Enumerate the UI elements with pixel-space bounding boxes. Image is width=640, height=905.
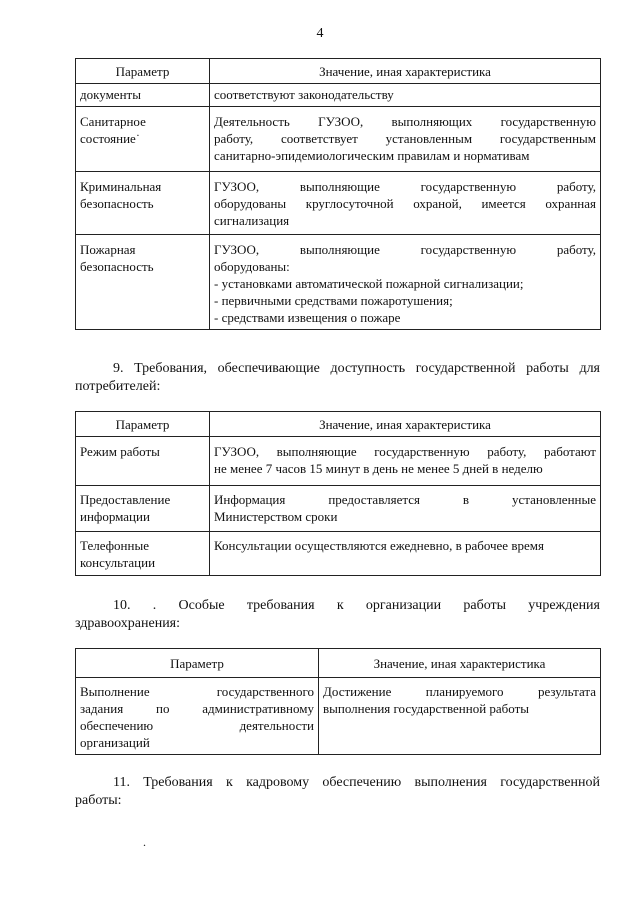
value-cell: Деятельность ГУЗОО, выполняющих государственную работу, соответствует установленным государственным санитарно-эпидемиологическим правилам и нормативам	[210, 107, 601, 172]
table-header-row	[76, 649, 601, 678]
table-row	[76, 486, 601, 532]
value-cell: Достижение планируемого результата выполнения государственной работы	[319, 678, 601, 755]
value-cell: Информация предоставляется в установленные Министерством сроки	[210, 486, 601, 532]
stray-mark: .	[143, 835, 146, 849]
special-requirements-table	[75, 648, 601, 755]
accessibility-table	[75, 411, 601, 576]
param-cell: Криминальная безопасность	[76, 172, 210, 235]
table-row	[76, 107, 601, 172]
param-cell: Выполнение государственного задания по административному обеспечению деятельности организаций	[76, 678, 319, 755]
value-cell: соответствуют законодательству	[210, 84, 601, 107]
param-cell: Санитарное состояние˙	[76, 107, 210, 172]
table-row	[76, 235, 601, 330]
param-cell: Режим работы	[76, 437, 210, 486]
column-header-value: Значение, иная характеристика	[319, 649, 601, 678]
conditions-table	[75, 58, 601, 330]
value-cell: ГУЗОО, выполняющие государственную работу, оборудованы: - установками автоматической пожарной сигнализации; - первичными средствами пожаротушения; - средствами извещения о пожаре	[210, 235, 601, 330]
table-row	[76, 84, 601, 107]
table-header-row	[76, 412, 601, 437]
value-cell: Консультации осуществляются ежедневно, в рабочее время	[210, 532, 601, 576]
param-cell: Предоставление информации	[76, 486, 210, 532]
table-row	[76, 532, 601, 576]
table-header-row	[76, 59, 601, 84]
table-row	[76, 172, 601, 235]
param-cell: Пожарная безопасность	[76, 235, 210, 330]
section-9-heading: 9. Требования, обеспечивающие доступность государственной работы для потребителей:	[75, 361, 600, 394]
column-header-value: Значение, иная характеристика	[210, 59, 601, 84]
page-number: 4	[316, 26, 324, 41]
table-row	[76, 678, 601, 755]
section-11-heading: 11. Требования к кадровому обеспечению выполнения государственной работы:	[75, 775, 600, 808]
param-cell: документы	[76, 84, 210, 107]
column-header-parameter: Параметр	[76, 649, 319, 678]
column-header-value: Значение, иная характеристика	[210, 412, 601, 437]
column-header-parameter: Параметр	[76, 412, 210, 437]
value-cell: ГУЗОО, выполняющие государственную работу, работают не менее 7 часов 15 минут в день не менее 5 дней в неделю	[210, 437, 601, 486]
section-10-heading: 10. . Особые требования к организации работы учреждения здравоохранения:	[75, 598, 600, 631]
column-header-parameter: Параметр	[76, 59, 210, 84]
param-cell: Телефонные консультации	[76, 532, 210, 576]
table-row	[76, 437, 601, 486]
value-cell: ГУЗОО, выполняющие государственную работу, оборудованы круглосуточной охраной, имеется охранная сигнализация	[210, 172, 601, 235]
